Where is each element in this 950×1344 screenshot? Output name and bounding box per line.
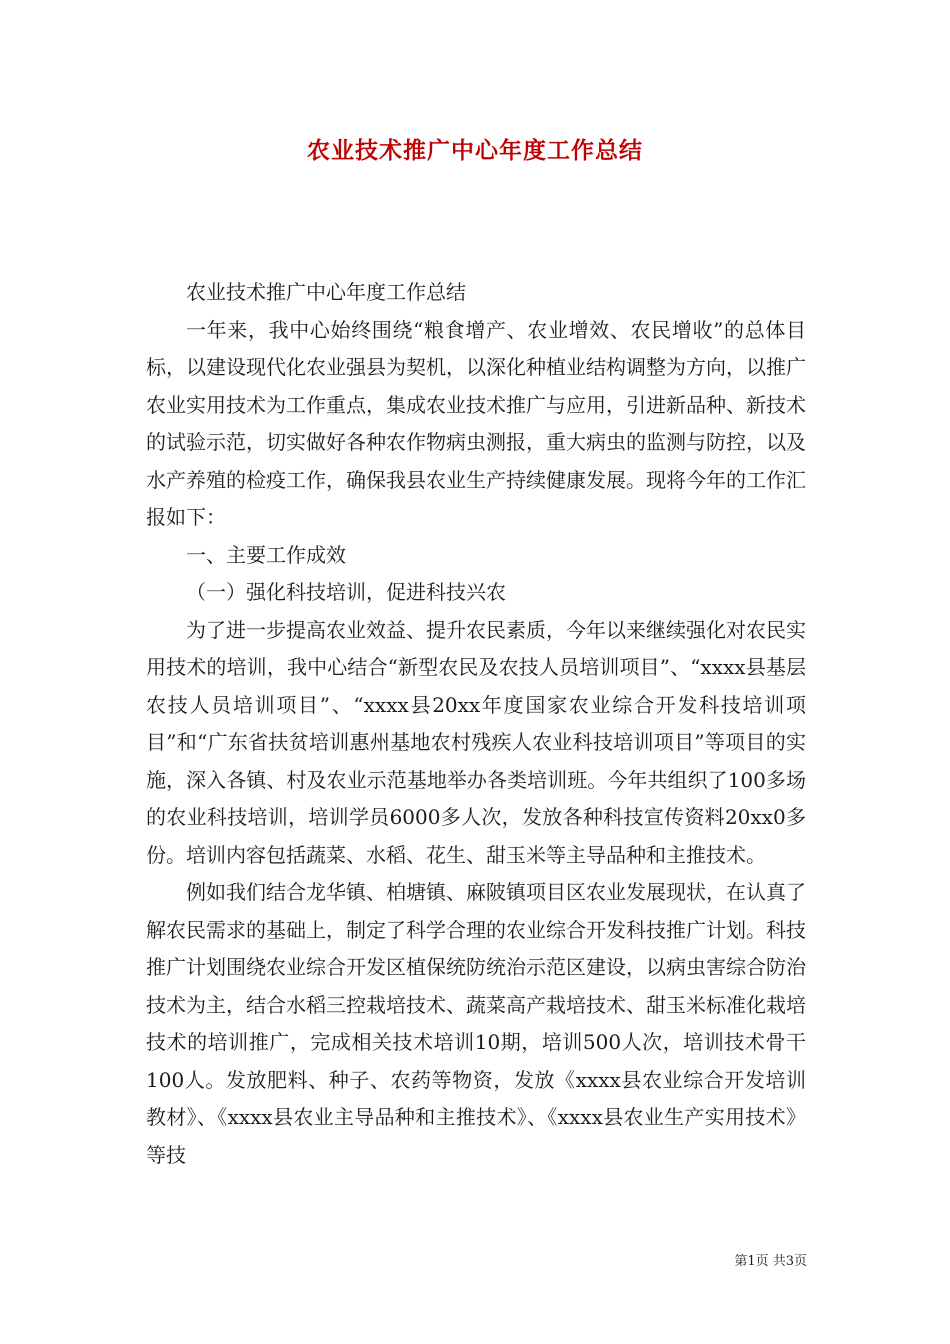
paragraph-intro: 一年来，我中心始终围绕“粮食增产、农业增效、农民增收”的总体目标，以建设现代化农业强县为契机，以深化种植业结构调整为方向，以推广农业实用技术为工作重点，集成农业技术推广与应用，引进新品种、新技术的试验示范，切实做好各种农作物病虫测报，重大病虫的监测与防控，以及水产养殖的检疫工作，确保我县农业生产持续健康发展。现将今年的工作汇报如下： — [146, 317, 806, 529]
page-number: 第1页 共3页 — [734, 1254, 807, 1269]
subsection-heading: （一）强化科技培训，促进科技兴农 — [186, 580, 506, 604]
paragraph-example: 例如我们结合龙华镇、柏塘镇、麻陂镇项目区农业发展现状，在认真了解农民需求的基础上，制定了科学合理的农业综合开发科技推广计划。科技推广计划围绕农业综合开发区植保统防统治示范区建设，以病虫害综合防治技术为主，结合水稻三控栽培技术、蔬菜高产栽培技术、甜玉米标准化栽培技术的培训推广，完成相关技术培训10期，培训500人次，培训技术骨干100人。发放肥料、种子、农药等物资，发放《xxxx县农业综合开发培训教材》、《xxxx县农业主导品种和主推技术》、《xxxx县农业生产实用技术》等技 — [146, 880, 806, 1167]
document-title: 农业技术推广中心年度工作总结 — [307, 138, 643, 164]
section-heading: 一、主要工作成效 — [186, 542, 346, 567]
paragraph-training: 为了进一步提高农业效益、提升农民素质，今年以来继续强化对农民实用技术的培训，我中心结合“新型农民及农技人员培训项目”、“xxxx县基层农技人员培训项目”、“xxxx县20xx年度国家农业综合开发科技培训项目”和“广东省扶贫培训惠州基地农村残疾人农业科技培训项目”等项目的实施，深入各镇、村及农业示范基地举办各类培训班。今年共组织了100多场的农业科技培训，培训学员6000多人次，发放各种科技宣传资料20xx0多份。培训内容包括蔬菜、水稻、花生、甜玉米等主导品种和主推技术。 — [146, 617, 806, 867]
paragraph-subtitle: 农业技术推广中心年度工作总结 — [186, 280, 466, 304]
document-body — [146, 274, 806, 1174]
